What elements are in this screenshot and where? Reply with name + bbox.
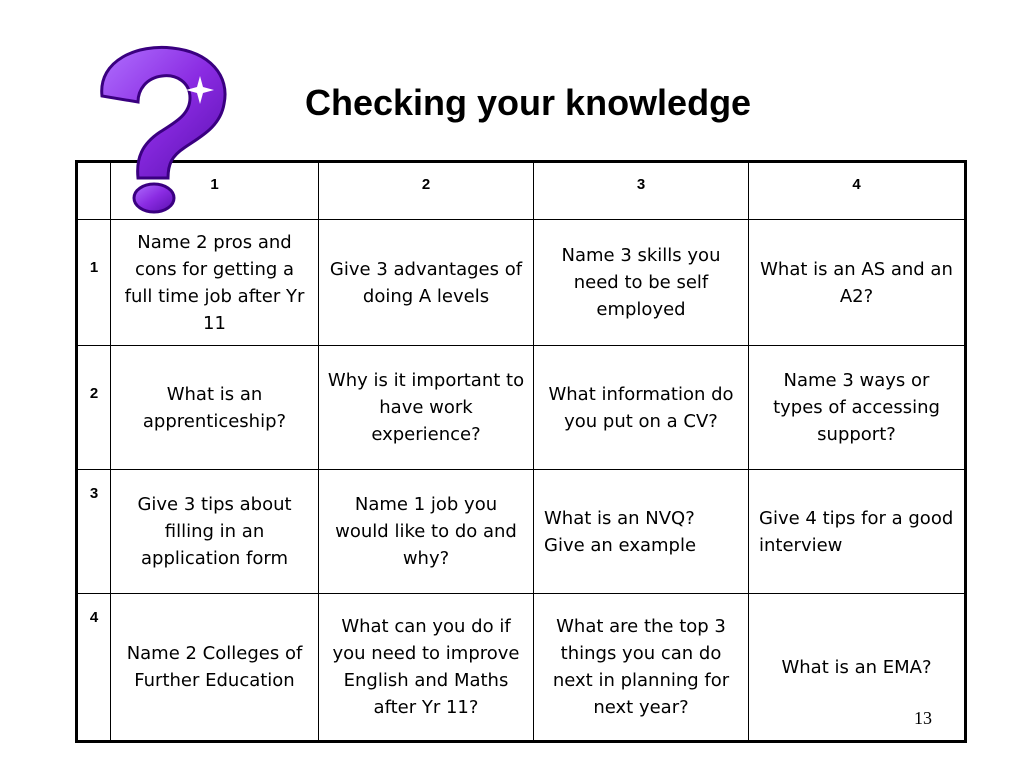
slide-title: Checking your knowledge — [305, 82, 752, 123]
question-cell: What can you do if you need to improve English and Maths after Yr 11? — [319, 594, 534, 742]
question-cell: What is an apprenticeship? — [111, 346, 319, 470]
question-cell: What information do you put on a CV? — [534, 346, 749, 470]
question-cell: Name 3 skills you need to be self employed — [534, 220, 749, 346]
row-header: 3 — [77, 470, 111, 594]
row-header: 1 — [77, 220, 111, 346]
question-cell: Name 3 ways or types of accessing support? — [749, 346, 966, 470]
row-header: 4 — [77, 594, 111, 742]
question-cell: What is an NVQ? Give an example — [534, 470, 749, 594]
row-header: 2 — [77, 346, 111, 470]
question-cell: Give 3 advantages of doing A levels — [319, 220, 534, 346]
column-header: 3 — [534, 162, 749, 220]
question-cell: What is an AS and an A2? — [749, 220, 966, 346]
question-cell: Give 4 tips for a good interview — [749, 470, 966, 594]
table-row — [77, 594, 966, 742]
question-grid — [75, 160, 967, 743]
page-number: 13 — [914, 708, 932, 728]
question-cell: Give 3 tips about filling in an application form — [111, 470, 319, 594]
question-cell: What is an EMA? — [749, 594, 966, 742]
column-header: 4 — [749, 162, 966, 220]
table-row — [77, 470, 966, 594]
table-row — [77, 220, 966, 346]
question-cell: Name 2 Colleges of Further Education — [111, 594, 319, 742]
question-cell: What are the top 3 things you can do next in planning for next year? — [534, 594, 749, 742]
table-row — [77, 346, 966, 470]
question-cell: Name 2 pros and cons for getting a full time job after Yr 11 — [111, 220, 319, 346]
column-header: 1 — [111, 162, 319, 220]
question-cell: Why is it important to have work experience? — [319, 346, 534, 470]
question-mark-icon — [80, 38, 240, 218]
question-cell: Name 1 job you would like to do and why? — [319, 470, 534, 594]
column-header: 2 — [319, 162, 534, 220]
